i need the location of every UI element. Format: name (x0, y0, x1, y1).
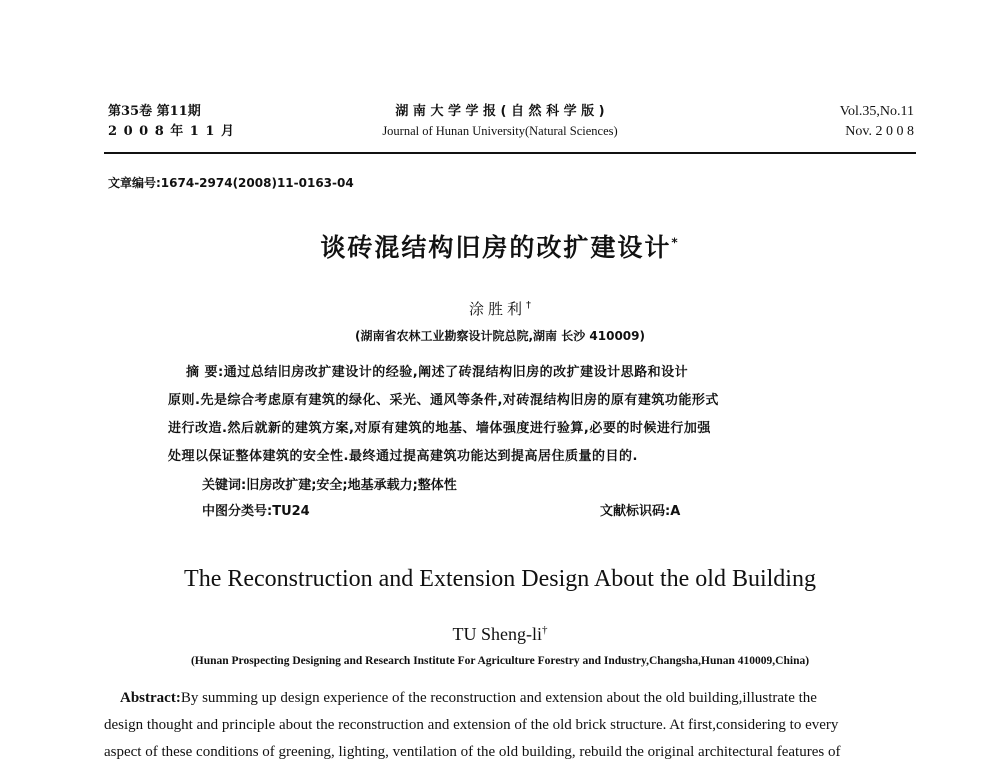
title-footnote-mark: * (671, 235, 680, 250)
abstract-cn-line-4: 处理以保证整体建筑的安全性.最终通过提高建筑功能达到提高居住质量的目的. (168, 449, 638, 464)
abstract-cn-line-3: 进行改造.然后就新的建筑方案,对原有建筑的地基、墙体强度进行验算,必要的时候进行加强 (168, 421, 711, 436)
abstract-cn-line-1 (186, 361, 688, 380)
author-footnote-mark: † (526, 300, 531, 311)
volume-issue-cn: 第35卷 第11期 (108, 104, 201, 119)
header-rule (104, 152, 916, 154)
author-en (0, 624, 1000, 645)
title-cn-text: 谈砖混结构旧房的改扩建设计 (320, 233, 672, 262)
journal-title-en: Journal of Hunan University(Natural Sciences) (382, 124, 618, 138)
document-code: 文献标识码:A (600, 504, 681, 519)
article-title-en: The Reconstruction and Extension Design About the old Building (184, 566, 816, 592)
abstract-cn-label: 摘 要: (186, 365, 224, 380)
author-cn (0, 298, 1000, 319)
abstract-en-text-1: By summing up design experience of the reconstruction and extension about the old building,illustrate the (180, 690, 817, 706)
abstract-en-line-2: design thought and principle about the reconstruction and extension of the old brick structure. At first,considering to every (104, 717, 839, 733)
abstract-en-label: Abstract: (120, 690, 181, 706)
date-en: Nov. 2 0 0 8 (845, 124, 914, 139)
affiliation-en: (Hunan Prospecting Designing and Research Institute For Agriculture Forestry and Industry,Changsha,Hunan 410009,China) (190, 655, 810, 667)
author-en-name: TU Sheng-li (452, 624, 542, 644)
clc-number: 中图分类号:TU24 (202, 504, 310, 519)
author-en-footnote-mark: † (542, 624, 548, 636)
journal-title-cn: 湖 南 大 学 学 报 ( 自 然 科 学 版 ) (395, 104, 605, 119)
abstract-en-line-3: aspect of these conditions of greening, lighting, ventilation of the old building, rebuild the original architectural features of (104, 744, 841, 760)
article-title-cn (0, 228, 1000, 264)
volume-issue-en: Vol.35,No.11 (839, 104, 914, 119)
abstract-cn-text-1: 通过总结旧房改扩建设计的经验,阐述了砖混结构旧房的改扩建设计思路和设计 (223, 365, 689, 380)
keywords-cn: 关键词:旧房改扩建;安全;地基承载力;整体性 (202, 478, 457, 493)
affiliation-cn: (湖南省农林工业勘察设计院总院,湖南 长沙 410009) (355, 329, 645, 343)
abstract-cn-line-2: 原则.先是综合考虑原有建筑的绿化、采光、通风等条件,对砖混结构旧房的原有建筑功能形式 (168, 393, 719, 408)
abstract-en-line-1 (120, 690, 817, 707)
date-cn: 2 0 0 8 年 1 1 月 (108, 124, 235, 139)
author-cn-name: 涂胜利 (468, 300, 526, 318)
article-number: 文章编号:1674-2974(2008)11-0163-04 (108, 176, 354, 190)
